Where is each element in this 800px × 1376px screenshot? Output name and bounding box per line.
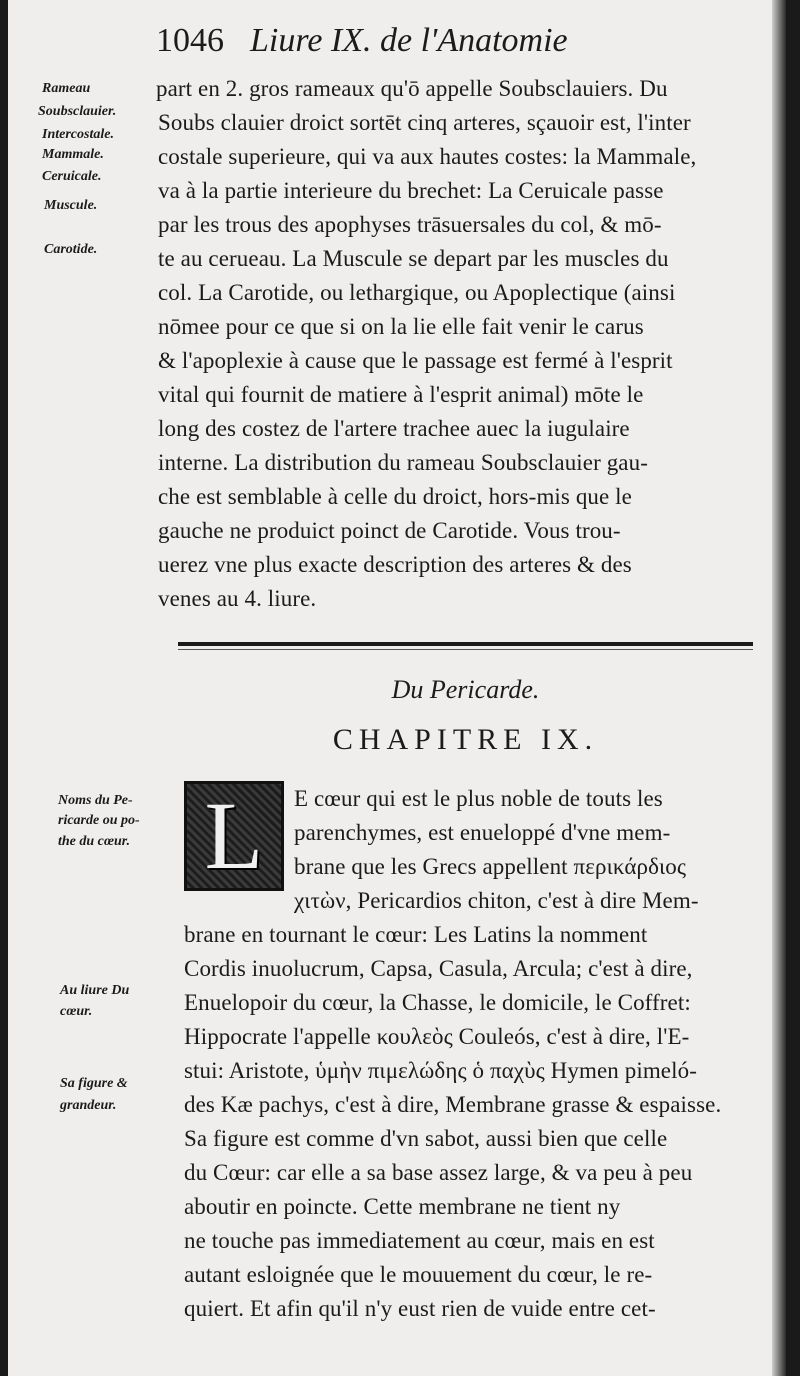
drop-cap-letter: L	[204, 782, 264, 889]
margin-note: cœur.	[60, 1004, 93, 1019]
text-line: & l'apoplexie à cause que le passage est fermé à l'esprit	[158, 348, 673, 373]
page-edge-shadow	[772, 0, 786, 1376]
decorated-initial-letter	[184, 781, 284, 891]
section-title: Du Pericarde.	[391, 675, 540, 704]
text-line: col. La Carotide, ou lethargique, ou Apoplectique (ainsi	[158, 280, 676, 305]
margin-note: Au liure Du	[60, 983, 130, 998]
margin-note: Carotide.	[44, 242, 98, 257]
text-line: quiert. Et afin qu'il n'y eust rien de vuide entre cet-	[184, 1296, 656, 1321]
section-divider	[178, 642, 753, 646]
margin-note: Rameau	[42, 81, 91, 96]
text-line: Enuelopoir du cœur, la Chasse, le domicile, le Coffret:	[184, 990, 691, 1015]
text-line: stui: Aristote, ὑμὴν πιμελώδης ὁ παχὺς Hymen pimeló-	[184, 1058, 697, 1083]
margin-note: Noms du Pe-	[58, 793, 133, 808]
text-line: te au cerueau. La Muscule se depart par les muscles du	[158, 246, 669, 271]
margin-note: Ceruicale.	[42, 169, 102, 184]
text-line: χιτὼν, Pericardios chiton, c'est à dire Mem-	[294, 888, 699, 913]
margin-note: grandeur.	[60, 1098, 117, 1113]
text-line: E cœur qui est le plus noble de touts les	[294, 786, 663, 811]
text-line: vital qui fournit de matiere à l'esprit animal) mōte le	[158, 382, 644, 407]
text-line: part en 2. gros rameaux qu'ō appelle Soubsclauiers. Du	[156, 76, 668, 101]
margin-note: Intercostale.	[42, 127, 114, 142]
text-line: du Cœur: car elle a sa base assez large, & va peu à peu	[184, 1160, 693, 1185]
text-line: interne. La distribution du rameau Soubsclauier gau-	[158, 450, 648, 475]
text-line: long des costez de l'artere trachee auec la iugulaire	[158, 416, 630, 441]
text-line: brane que les Grecs appellent περικάρδιος	[294, 854, 687, 879]
text-line: Cordis inuolucrum, Capsa, Casula, Arcula; c'est à dire,	[184, 956, 693, 981]
text-line: nōmee pour ce que si on la lie elle fait venir le carus	[158, 314, 644, 339]
text-line: autant esloignée que le mouuement du cœur, le re-	[184, 1262, 653, 1287]
text-line: des Kæ pachys, c'est à dire, Membrane grasse & espaisse.	[184, 1092, 722, 1117]
text-line: Soubs clauier droict sortēt cinq arteres, sçauoir est, l'inter	[158, 110, 691, 135]
chapter-title: CHAPITRE IX.	[332, 723, 599, 756]
margin-note: Mammale.	[42, 147, 104, 162]
text-line: ne touche pas immediatement au cœur, mais en est	[184, 1228, 655, 1253]
text-line: aboutir en poincte. Cette membrane ne tient ny	[184, 1194, 621, 1219]
text-line: par les trous des apophyses trāsuersales du col, & mō-	[158, 212, 662, 237]
margin-note: Muscule.	[44, 198, 98, 213]
text-line: brane en tournant le cœur: Les Latins la nomment	[184, 922, 648, 947]
margin-note: Sa figure &	[60, 1076, 128, 1091]
section-divider-thin	[178, 649, 753, 650]
text-line: uerez vne plus exacte description des arteres & des	[158, 552, 632, 577]
margin-note: ricarde ou po-	[58, 813, 140, 828]
margin-note: Soubsclauier.	[38, 104, 117, 119]
text-line: costale superieure, qui va aux hautes costes: la Mammale,	[158, 144, 697, 169]
page-number: 1046	[156, 22, 224, 59]
text-line: venes au 4. liure.	[158, 586, 317, 611]
text-line: gauche ne produict poinct de Carotide. Vous trou-	[158, 518, 621, 543]
running-header	[156, 22, 716, 70]
text-line: che est semblable à celle du droict, hors-mis que le	[158, 484, 632, 509]
text-line: parenchymes, est enueloppé d'vne mem-	[294, 820, 671, 845]
text-line: va à la partie interieure du brechet: La Ceruicale passe	[158, 178, 664, 203]
book-page	[8, 0, 786, 1376]
text-line: Hippocrate l'appelle κουλεὸς Couleós, c'est à dire, l'E-	[184, 1024, 690, 1049]
text-line: Sa figure est comme d'vn sabot, aussi bien que celle	[184, 1126, 668, 1151]
running-title: Liure IX. de l'Anatomie	[250, 22, 568, 59]
margin-note: the du cœur.	[58, 834, 130, 849]
